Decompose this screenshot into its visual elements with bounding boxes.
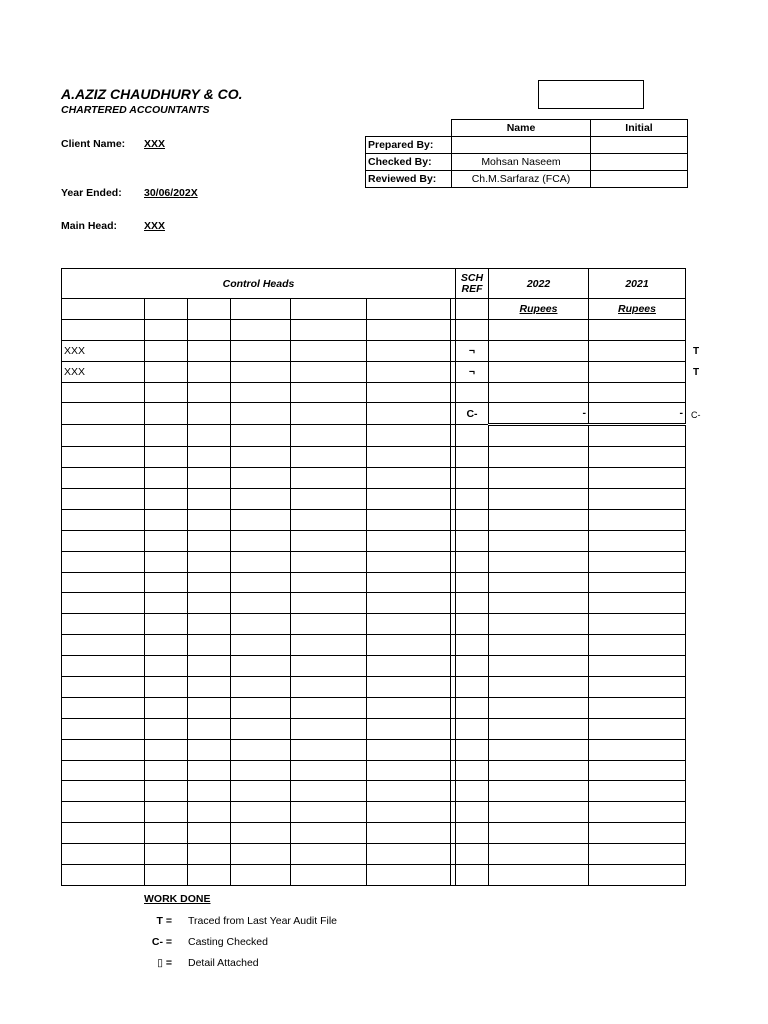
empty-row xyxy=(62,739,686,760)
casting-mark: C- xyxy=(691,410,701,420)
main-head-value: XXX xyxy=(144,220,166,232)
checked-by-label: Checked By: xyxy=(366,154,452,171)
legend-symbol-casting: C- = xyxy=(151,936,172,948)
units-prior: Rupees xyxy=(589,299,686,320)
reviewed-by-name[interactable]: Ch.M.Sarfaraz (FCA) xyxy=(452,171,591,188)
row-label: XXX xyxy=(62,340,145,361)
checked-by-initial[interactable] xyxy=(591,154,688,171)
year-current-header: 2022 xyxy=(489,269,589,299)
signoff-table xyxy=(365,119,688,188)
client-name-label: Client Name: xyxy=(61,138,126,150)
empty-row xyxy=(62,551,686,572)
empty-row xyxy=(62,468,686,489)
empty-row xyxy=(62,781,686,802)
empty-row xyxy=(62,509,686,530)
legend-text-traced: Traced from Last Year Audit File xyxy=(188,915,338,927)
empty-row xyxy=(62,865,686,886)
tick-mark: T xyxy=(693,367,700,378)
row-prior-value[interactable] xyxy=(589,361,686,382)
units-current: Rupees xyxy=(489,299,589,320)
empty-row xyxy=(62,677,686,698)
checked-by-name[interactable]: Mohsan Naseem xyxy=(452,154,591,171)
control-heads-table xyxy=(61,268,686,886)
empty-row xyxy=(62,802,686,823)
empty-row xyxy=(62,593,686,614)
year-prior-header: 2021 xyxy=(589,269,686,299)
empty-row xyxy=(62,656,686,677)
tick-mark: T xyxy=(693,346,700,357)
total-casting-symbol: C- xyxy=(456,403,489,425)
row-prior-value[interactable] xyxy=(589,340,686,361)
table-row xyxy=(62,361,686,382)
legend-text-detail: Detail Attached xyxy=(188,957,259,969)
work-done-title: WORK DONE xyxy=(144,893,211,905)
legend-symbol-traced: T = xyxy=(156,915,172,927)
control-heads-header: Control Heads xyxy=(62,269,456,299)
total-prior-value: - xyxy=(589,403,686,425)
firm-name: A.AZIZ CHAUDHURY & CO. xyxy=(61,86,243,102)
empty-row xyxy=(62,447,686,468)
empty-row xyxy=(62,425,686,447)
reference-box xyxy=(538,80,644,109)
prepared-by-label: Prepared By: xyxy=(366,137,452,154)
empty-row xyxy=(62,718,686,739)
main-head-label: Main Head: xyxy=(61,220,118,232)
row-label: XXX xyxy=(62,361,145,382)
signoff-initial-header: Initial xyxy=(591,120,688,137)
empty-row xyxy=(62,697,686,718)
firm-subtitle: CHARTERED ACCOUNTANTS xyxy=(61,104,210,116)
legend-symbol-detail: ▯ = xyxy=(157,957,172,969)
reviewed-by-initial[interactable] xyxy=(591,171,688,188)
reviewed-by-label: Reviewed By: xyxy=(366,171,452,188)
row-ref-symbol: ¬ xyxy=(456,340,489,361)
signoff-name-header: Name xyxy=(452,120,591,137)
total-row xyxy=(62,403,686,425)
row-current-value[interactable] xyxy=(489,340,589,361)
empty-row xyxy=(62,572,686,593)
empty-row xyxy=(62,489,686,510)
year-ended-value: 30/06/202X xyxy=(144,187,198,199)
client-name-value: XXX xyxy=(144,138,166,150)
row-current-value[interactable] xyxy=(489,361,589,382)
empty-row xyxy=(62,635,686,656)
empty-row xyxy=(62,823,686,844)
year-ended-label: Year Ended: xyxy=(61,187,122,199)
empty-row xyxy=(62,844,686,865)
row-ref-symbol: ¬ xyxy=(456,361,489,382)
empty-row xyxy=(62,760,686,781)
sch-ref-header: SCH REF xyxy=(456,269,489,299)
prepared-by-initial[interactable] xyxy=(591,137,688,154)
legend-text-casting: Casting Checked xyxy=(188,936,268,948)
prepared-by-name[interactable] xyxy=(452,137,591,154)
empty-row xyxy=(62,614,686,635)
total-current-value: - xyxy=(489,403,589,425)
empty-row xyxy=(62,530,686,551)
table-row xyxy=(62,340,686,361)
